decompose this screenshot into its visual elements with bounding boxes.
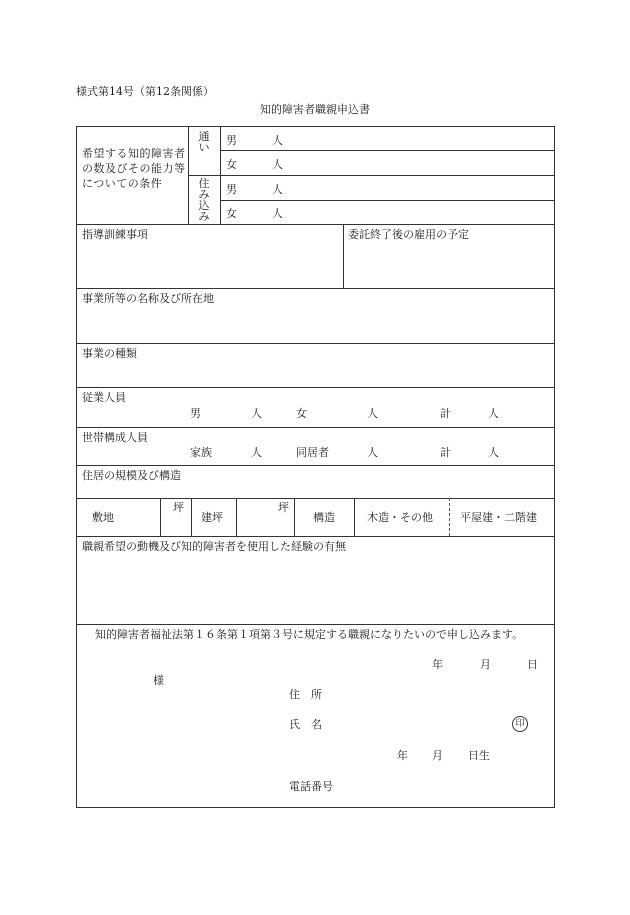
date-year-label: 年	[432, 658, 443, 671]
column-divider	[343, 224, 344, 288]
row-divider	[188, 175, 555, 176]
row-divider	[220, 150, 555, 151]
live-in-female-label: 女	[226, 207, 237, 220]
site-tsubo-unit: 坪	[173, 501, 184, 514]
employment-plan-label: 委託終了後の雇用の予定	[348, 228, 469, 241]
residence-label: 住居の規模及び構造	[82, 469, 181, 482]
row-divider	[76, 536, 555, 537]
birth-day-label: 日生	[468, 749, 490, 762]
employees-label: 従業人員	[82, 391, 126, 404]
row-divider	[76, 427, 555, 428]
household-cohabitant-label: 同居者	[296, 446, 329, 459]
column-divider	[294, 498, 295, 536]
business-place-label: 事業所等の名称及び所在地	[82, 292, 214, 305]
employees-male-label: 男	[190, 407, 201, 420]
live-in-male-label: 男	[226, 183, 237, 196]
row-divider	[76, 498, 555, 499]
declaration-text: 知的障害者福祉法第１６条第１項第３号に規定する職親になりたいので申し込みます。	[95, 628, 524, 641]
building-area-label: 建坪	[201, 511, 223, 524]
name-label: 氏 名	[289, 718, 322, 731]
employees-total-unit: 人	[488, 407, 499, 420]
row-divider	[76, 387, 555, 388]
row-divider	[76, 465, 555, 466]
column-divider	[220, 126, 221, 224]
row-divider	[76, 288, 555, 289]
addressee-suffix: 様	[153, 674, 164, 687]
site-label: 敷地	[92, 511, 114, 524]
column-divider	[191, 498, 192, 536]
row-divider	[76, 343, 555, 344]
building-tsubo-unit: 坪	[278, 501, 289, 514]
dashed-divider	[449, 498, 450, 536]
row-divider	[76, 624, 555, 625]
column-divider	[236, 498, 237, 536]
structure-label: 構造	[313, 511, 335, 524]
training-label: 指導訓練事項	[82, 228, 148, 241]
row-divider	[220, 200, 555, 201]
date-day-label: 日	[527, 658, 538, 671]
employees-total-label: 計	[440, 407, 451, 420]
household-label: 世帯構成人員	[82, 431, 148, 444]
column-divider	[188, 126, 189, 224]
commute-female-unit: 人	[272, 158, 283, 171]
commute-label: 通い	[198, 130, 210, 154]
column-divider	[160, 498, 161, 536]
household-cohabitant-unit: 人	[367, 446, 378, 459]
motive-label: 職親希望の動機及び知的障害者を使用した経験の有無	[82, 540, 346, 553]
material-options: 木造・その他	[367, 511, 433, 524]
live-in-female-unit: 人	[272, 207, 283, 220]
commute-male-unit: 人	[272, 134, 283, 147]
address-label: 住 所	[289, 688, 322, 701]
form-reference: 様式第14号（第12条関係）	[76, 85, 214, 98]
employees-female-unit: 人	[367, 407, 378, 420]
live-in-label: 住み込み	[198, 177, 210, 223]
employees-male-unit: 人	[251, 407, 262, 420]
row-divider	[76, 224, 555, 225]
commute-female-label: 女	[226, 158, 237, 171]
birth-year-label: 年	[397, 749, 408, 762]
household-total-label: 計	[440, 446, 451, 459]
seal-mark: 印	[512, 716, 528, 732]
household-family-unit: 人	[251, 446, 262, 459]
document-title: 知的障害者職親申込書	[260, 103, 370, 116]
commute-male-label: 男	[226, 134, 237, 147]
floor-options: 平屋建・二階建	[460, 511, 537, 524]
phone-label: 電話番号	[289, 780, 333, 793]
live-in-male-unit: 人	[272, 183, 283, 196]
birth-month-label: 月	[432, 749, 443, 762]
column-divider	[354, 498, 355, 536]
date-month-label: 月	[480, 658, 491, 671]
business-type-label: 事業の種類	[82, 347, 137, 360]
household-family-label: 家族	[190, 446, 212, 459]
conditions-label: 希望する知的障害者の数及びその能力等についての条件	[82, 147, 186, 190]
household-total-unit: 人	[488, 446, 499, 459]
employees-female-label: 女	[296, 407, 307, 420]
